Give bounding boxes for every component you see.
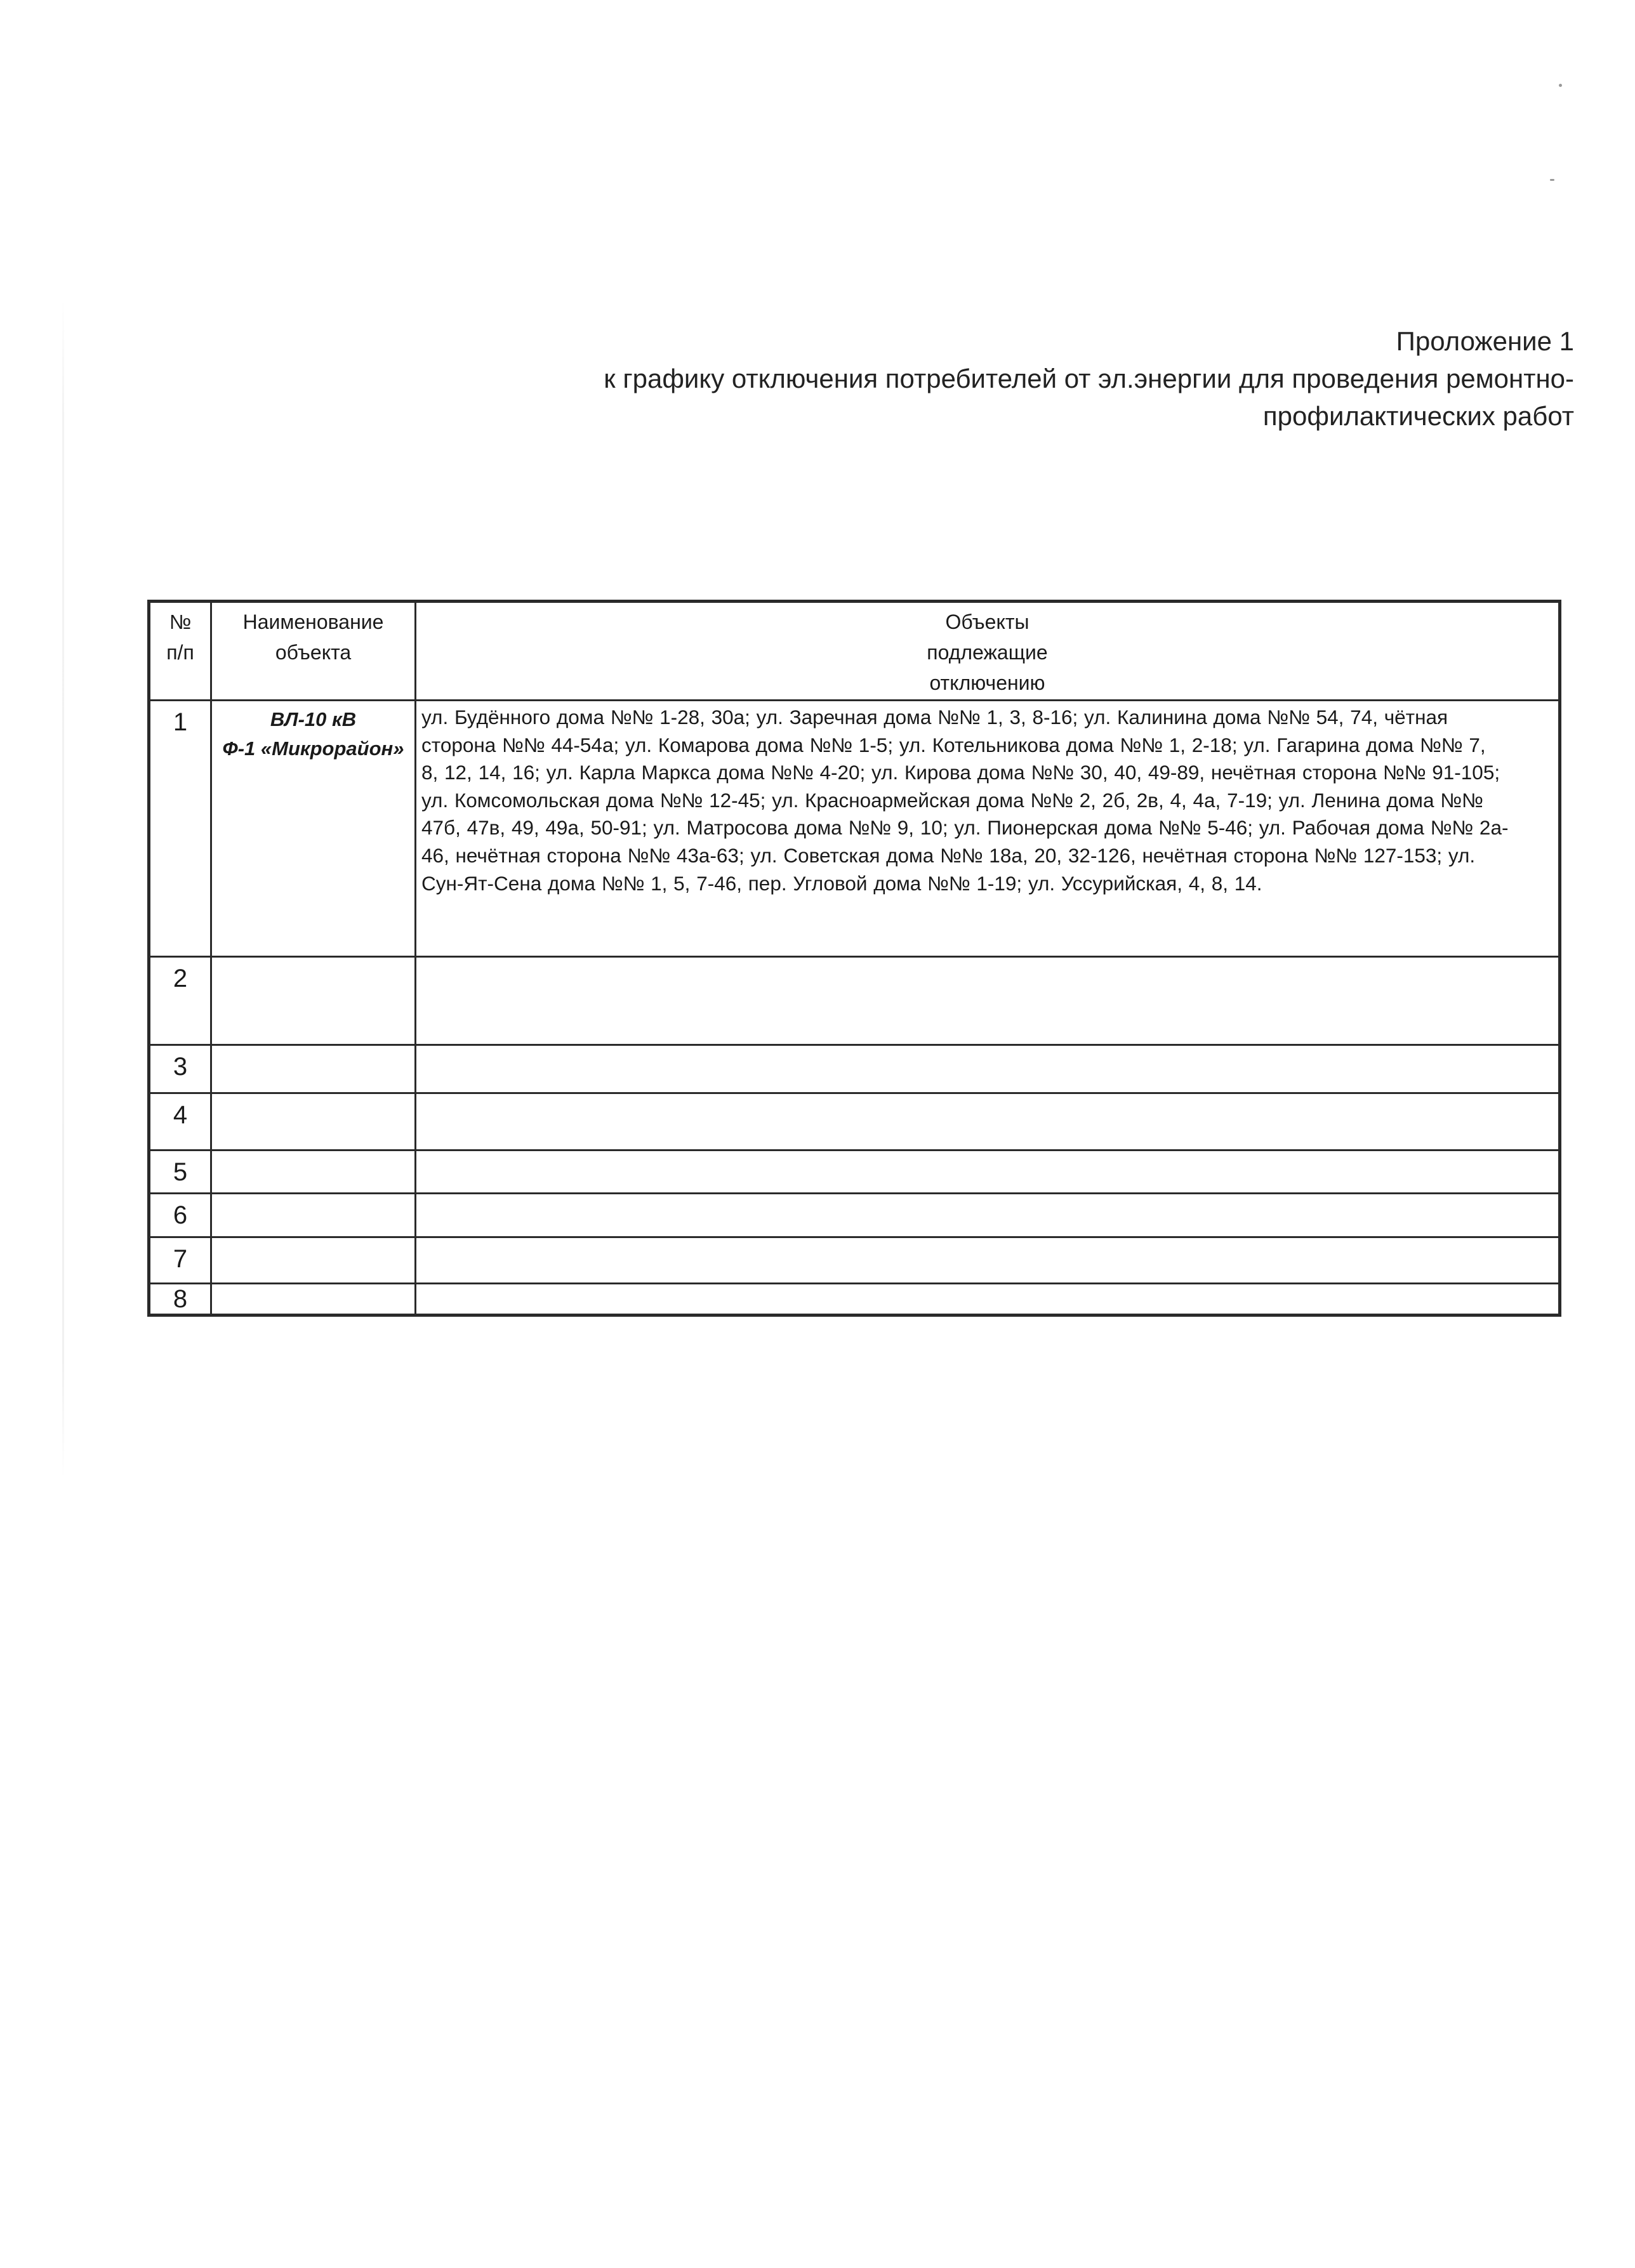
header-objects-line-1: Объекты — [945, 610, 1029, 633]
header-num — [149, 602, 211, 701]
objects-line: сторона №№ 44-54а; ул. Комарова дома №№ 1-5; ул. Котельникова дома №№ 1, 2-18; ул. Гагарина дома №№ 7, — [421, 733, 1486, 756]
table-row — [149, 1093, 1560, 1150]
table-row — [149, 701, 1560, 957]
header-num-line-1: № — [169, 610, 192, 633]
header-name-line-1: Наименование — [242, 610, 384, 633]
table-row — [149, 957, 1560, 1045]
object-name-empty — [211, 1194, 416, 1237]
header-num-line-2: п/п — [166, 641, 194, 664]
object-name-empty — [211, 1093, 416, 1150]
header-objects — [416, 602, 1560, 701]
table-header-row — [149, 602, 1560, 701]
outage-schedule-table — [147, 600, 1561, 1317]
row-number: 7 — [149, 1237, 211, 1284]
scan-speck — [1550, 179, 1554, 181]
objects-description — [416, 701, 1560, 957]
object-name-empty — [211, 1045, 416, 1093]
row-number: 1 — [149, 701, 211, 957]
header-name-line-2: объекта — [275, 641, 352, 664]
row-number: 6 — [149, 1194, 211, 1237]
objects-description-empty — [416, 957, 1560, 1045]
table-row — [149, 1237, 1560, 1284]
appendix-header — [432, 322, 1574, 435]
objects-line: Сун-Ят-Сена дома №№ 1, 5, 7-46, пер. Угловой дома №№ 1-19; ул. Уссурийская, 4, 8, 14. — [421, 871, 1262, 895]
objects-description-empty — [416, 1194, 1560, 1237]
object-name-line-1: ВЛ-10 кВ — [270, 708, 357, 730]
objects-line: ул. Будённого дома №№ 1-28, 30а; ул. Заречная дома №№ 1, 3, 8-16; ул. Калинина дома №№ 54, 74, чётная — [421, 706, 1448, 729]
objects-description-empty — [416, 1093, 1560, 1150]
table-row — [149, 1150, 1560, 1194]
scan-edge-shadow — [62, 298, 64, 1479]
objects-description-empty — [416, 1237, 1560, 1284]
object-name — [211, 701, 416, 957]
row-number: 4 — [149, 1093, 211, 1150]
objects-line: ул. Комсомольская дома №№ 12-45; ул. Красноармейская дома №№ 2, 2б, 2в, 4, 4а, 7-19; ул. Ленина дома №№ — [421, 788, 1483, 812]
row-number: 2 — [149, 957, 211, 1045]
scan-speck — [1559, 84, 1562, 87]
object-name-empty — [211, 957, 416, 1045]
table-row — [149, 1194, 1560, 1237]
appendix-title: Проложение 1 — [1396, 326, 1574, 356]
row-number: 3 — [149, 1045, 211, 1093]
appendix-subtitle-line-1: к графику отключения потребителей от эл.энергии для проведения ремонтно- — [604, 364, 1574, 393]
header-objects-line-3: отключению — [929, 671, 1045, 694]
table-row — [149, 1284, 1560, 1315]
appendix-subtitle-line-2: профилактических работ — [1262, 401, 1574, 431]
objects-line: 47б, 47в, 49, 49а, 50-91; ул. Матросова дома №№ 9, 10; ул. Пионерская дома №№ 5-46; ул. Рабочая дома №№ 2а- — [421, 816, 1509, 840]
objects-line: 46, нечётная сторона №№ 43а-63; ул. Советская дома №№ 18а, 20, 32-126, нечётная сторона №№ 127-153; ул. — [421, 843, 1476, 867]
objects-line: 8, 12, 14, 16; ул. Карла Маркса дома №№ 4-20; ул. Кирова дома №№ 30, 40, 49-89, нечётная сторона №№ 91-105; — [421, 761, 1500, 784]
objects-description-empty — [416, 1045, 1560, 1093]
object-name-line-2: Ф-1 «Микрорайон» — [222, 737, 404, 760]
object-name-empty — [211, 1284, 416, 1315]
row-number: 5 — [149, 1150, 211, 1194]
object-name-empty — [211, 1237, 416, 1284]
object-name-empty — [211, 1150, 416, 1194]
table-row — [149, 1045, 1560, 1093]
objects-description-empty — [416, 1150, 1560, 1194]
header-name — [211, 602, 416, 701]
header-objects-line-2: подлежащие — [927, 641, 1048, 664]
row-number: 8 — [149, 1284, 211, 1315]
objects-description-empty — [416, 1284, 1560, 1315]
